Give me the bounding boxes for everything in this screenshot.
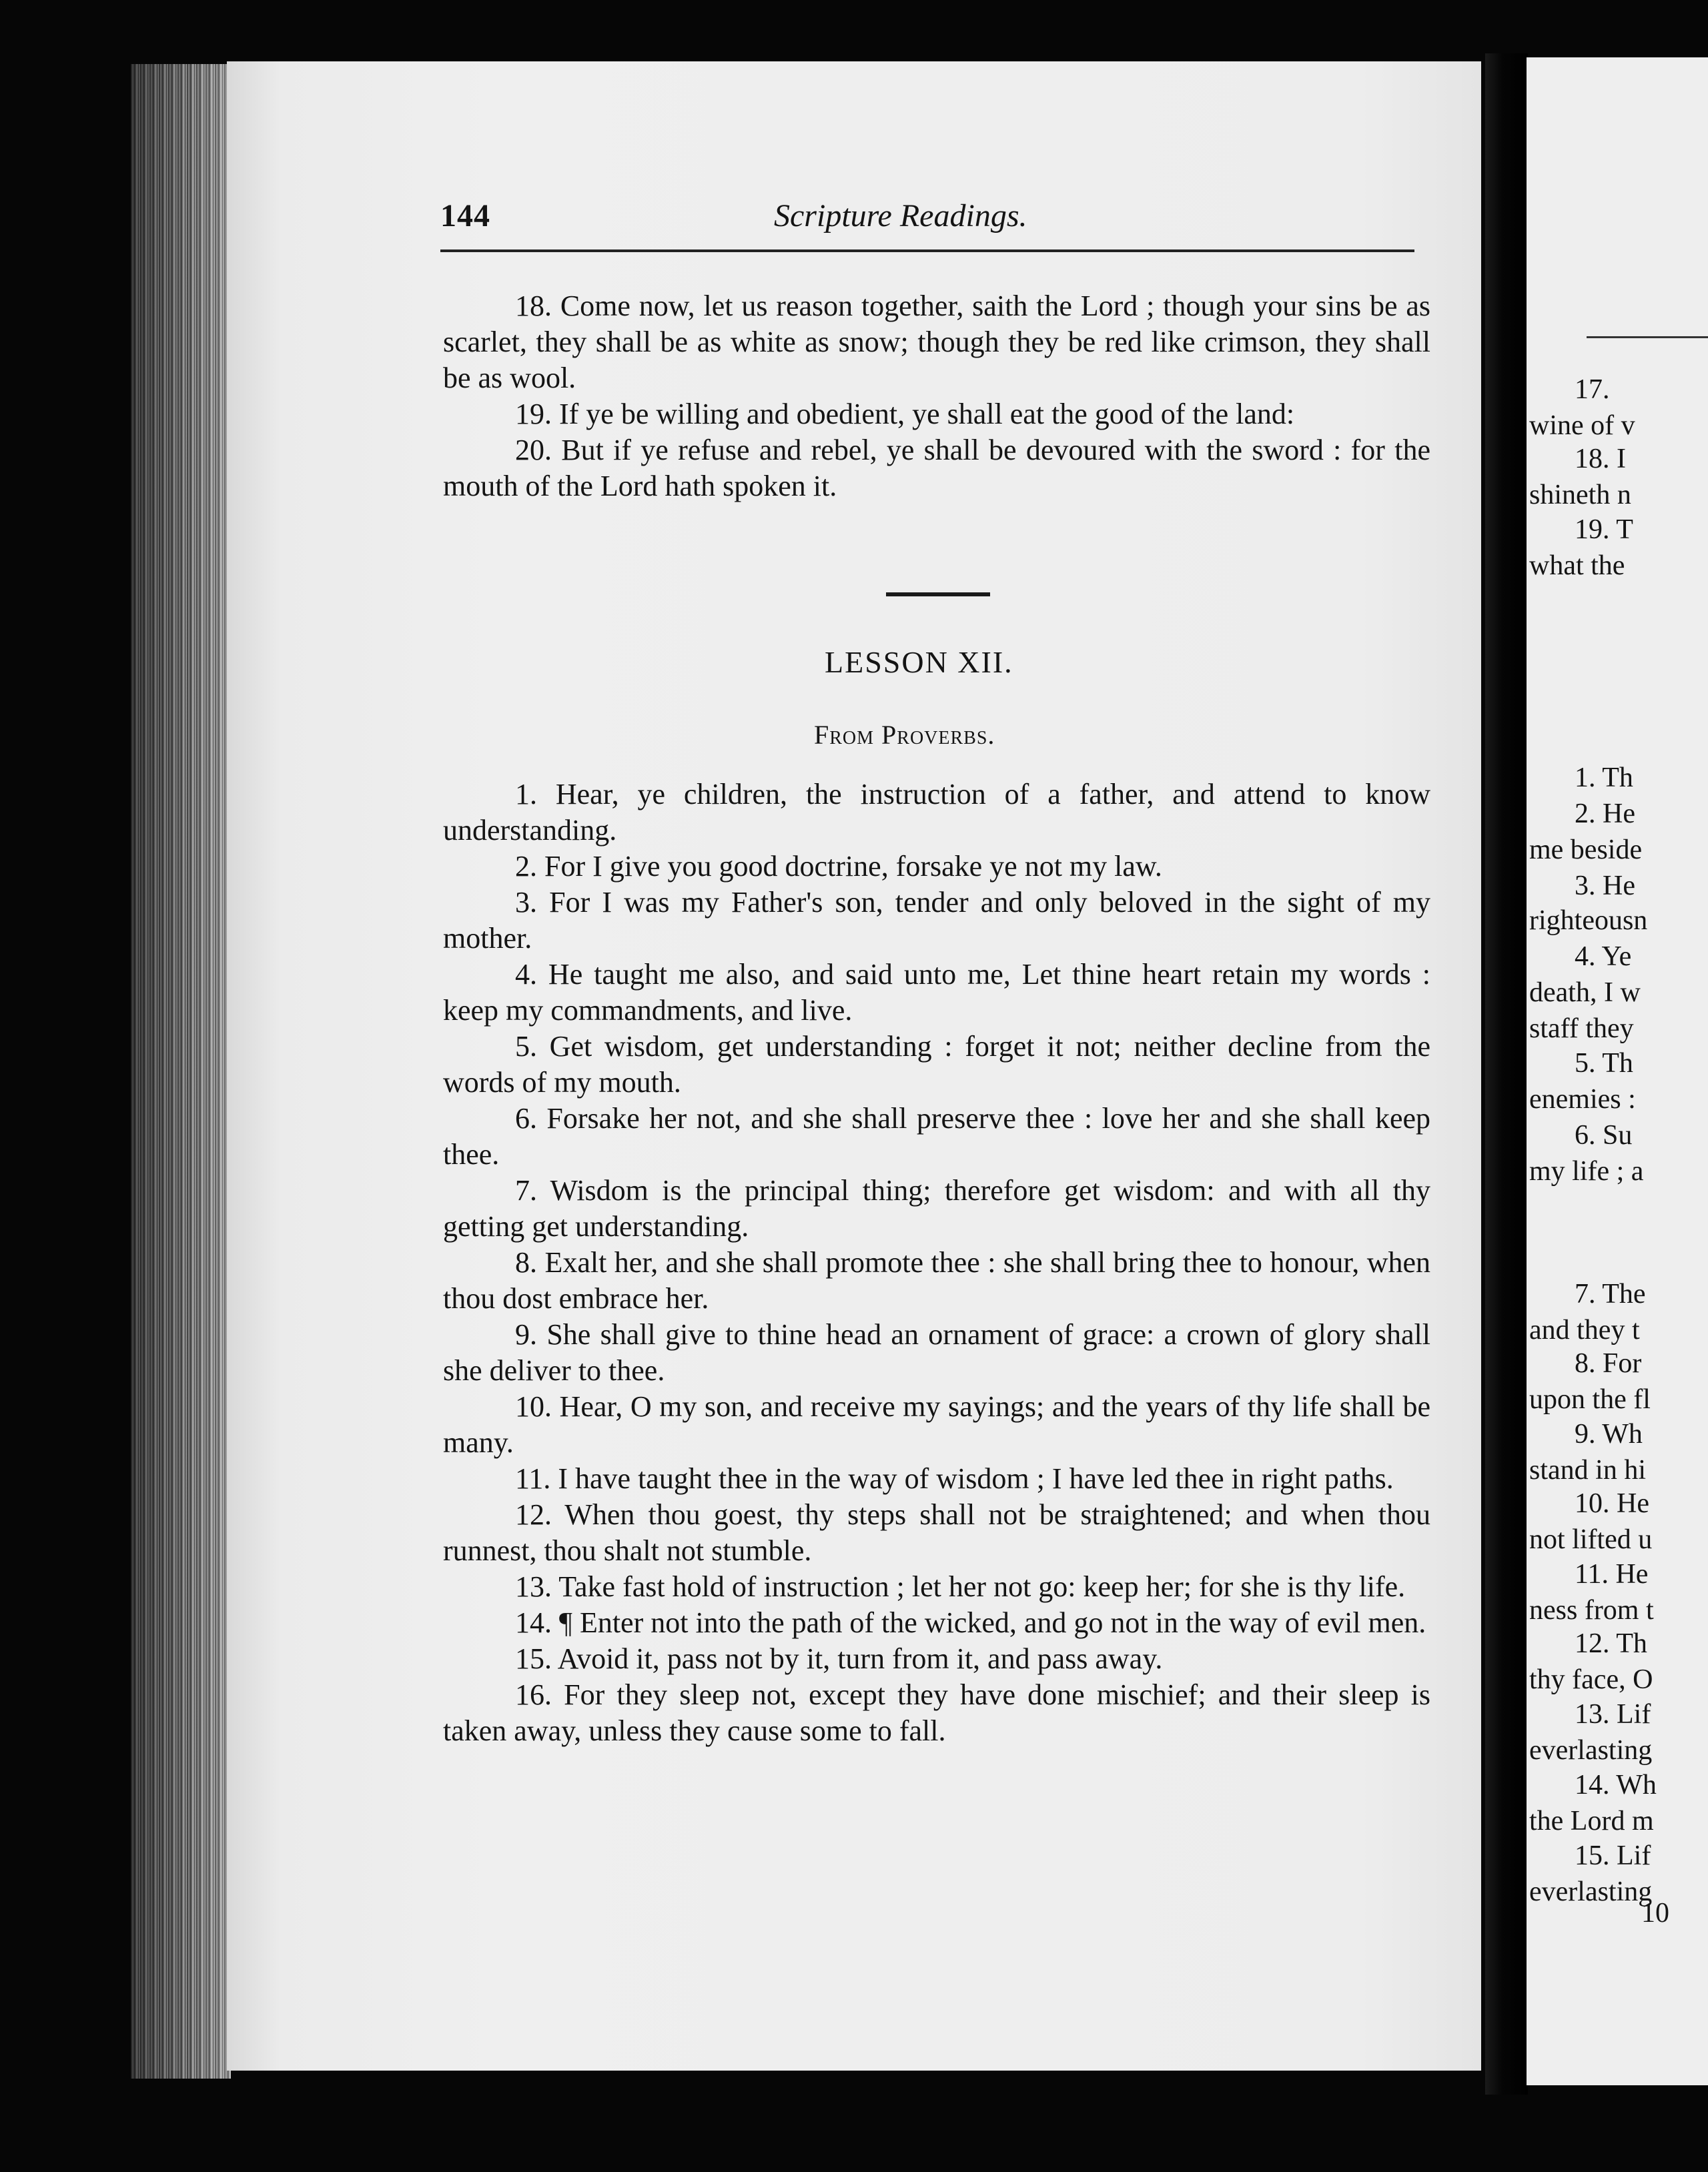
right-page-line: 6. Su (1575, 1120, 1633, 1151)
right-page-line: everlasting (1529, 1735, 1653, 1766)
right-page-line: enemies : (1529, 1084, 1636, 1115)
right-page-line: me beside (1529, 835, 1643, 865)
header-rule (440, 249, 1414, 252)
book-spine (1485, 53, 1528, 2095)
right-page-line: my life ; a (1529, 1156, 1644, 1187)
verse-paragraph: 19. If ye be willing and obedient, ye shall eat the good of the land: (515, 398, 1295, 430)
right-page-line: thy face, O (1529, 1664, 1653, 1695)
right-page-line: 10. He (1575, 1488, 1649, 1519)
page-gutter-edges (131, 64, 231, 2079)
right-page-line: ness from t (1529, 1595, 1654, 1626)
right-page-line: 4. Ye (1575, 941, 1632, 972)
right-page-line: 1. Th (1575, 762, 1633, 793)
right-page-line: shineth n (1529, 480, 1631, 510)
right-page-line: not lifted u (1529, 1524, 1653, 1555)
right-page-line: 8. For (1575, 1348, 1642, 1379)
right-page-line: 2. He (1575, 798, 1635, 829)
verse-paragraph: 13. Take fast hold of instruction ; let her not go: keep her; for she is thy life. (515, 1570, 1406, 1603)
right-page-line: 15. Lif (1575, 1840, 1651, 1871)
lesson-title: LESSON XII. (825, 645, 1013, 679)
signature-mark: 10 (1641, 1898, 1669, 1929)
verse-paragraph: 7. Wisdom is the principal thing; therefore get wisdom: and with all thy getting get understanding. (443, 1174, 1430, 1243)
verse-paragraph: 6. Forsake her not, and she shall preserve thee : love her and she shall keep thee. (443, 1102, 1430, 1171)
verse-paragraph: 18. Come now, let us reason together, saith the Lord ; though your sins be as scarlet, they shall be as white as snow; though they be red like crimson, they shall be as wool. (443, 290, 1430, 394)
right-page-line: 18. I (1575, 444, 1626, 474)
top-verses (443, 288, 1430, 504)
right-page-line: stand in hi (1529, 1455, 1646, 1486)
verse-paragraph: 8. Exalt her, and she shall promote thee : she shall bring thee to honour, when thou dost embrace her. (443, 1246, 1430, 1315)
verse-paragraph: 14. ¶ Enter not into the path of the wicked, and go not in the way of evil men. (515, 1606, 1426, 1639)
right-page-line: righteousn (1529, 905, 1648, 936)
verse-paragraph: 20. But if ye refuse and rebel, ye shall be devoured with the sword : for the mouth of the Lord hath spoken it. (443, 434, 1430, 502)
right-page-line: 3. He (1575, 871, 1635, 901)
verse-paragraph: 4. He taught me also, and said unto me, Let thine heart retain my words : keep my commandments, and live. (443, 958, 1430, 1027)
verse-paragraph: 5. Get wisdom, get understanding : forget it not; neither decline from the words of my mouth. (443, 1030, 1430, 1099)
right-page-line: 17. (1575, 374, 1610, 405)
right-page-line: the Lord m (1529, 1806, 1654, 1836)
right-page-line: 7. The (1575, 1279, 1646, 1309)
right-page-line: staff they (1529, 1013, 1634, 1044)
right-page-line: 13. Lif (1575, 1699, 1651, 1730)
right-page-header-rule (1587, 336, 1708, 338)
right-page-fragment (1527, 57, 1708, 2085)
verse-paragraph: 9. She shall give to thine head an ornament of grace: a crown of glory shall she deliver to thee. (443, 1318, 1430, 1387)
right-page-line: upon the fl (1529, 1384, 1651, 1415)
verse-paragraph: 11. I have taught thee in the way of wisdom ; I have led thee in right paths. (515, 1462, 1394, 1495)
page-header (440, 197, 1414, 251)
right-page-line: everlasting (1529, 1876, 1653, 1907)
lesson-verses (443, 776, 1430, 1749)
verse-paragraph: 12. When thou goest, thy steps shall not be straightened; and when thou runnest, thou shalt not stumble. (443, 1498, 1430, 1567)
verse-paragraph: 2. For I give you good doctrine, forsake ye not my law. (515, 850, 1162, 883)
verse-paragraph: 3. For I was my Father's son, tender and only beloved in the sight of my mother. (443, 886, 1430, 955)
right-page-line: wine of v (1529, 410, 1635, 441)
verse-paragraph: 1. Hear, ye children, the instruction of a father, and attend to know understanding. (443, 778, 1430, 847)
right-page-line: death, I w (1529, 977, 1641, 1008)
right-page-line: 11. He (1575, 1559, 1649, 1590)
verse-paragraph: 10. Hear, O my son, and receive my sayings; and the years of thy life shall be many. (443, 1390, 1430, 1459)
running-title: Scripture Readings. (774, 198, 1027, 233)
right-page-line: 5. Th (1575, 1048, 1633, 1079)
right-page-line: 12. Th (1575, 1628, 1647, 1659)
lesson-subtitle: From Proverbs. (814, 720, 995, 750)
page-number: 144 (440, 198, 490, 233)
right-page-line: 9. Wh (1575, 1419, 1643, 1450)
right-page-line: 19. T (1575, 514, 1633, 545)
verse-paragraph: 15. Avoid it, pass not by it, turn from it, and pass away. (515, 1642, 1163, 1675)
right-page-line: 14. Wh (1575, 1770, 1657, 1800)
right-page-line: what the (1529, 550, 1625, 581)
section-divider (886, 592, 990, 596)
right-page-line: and they t (1529, 1315, 1640, 1345)
verse-paragraph: 16. For they sleep not, except they have done mischief; and their sleep is taken away, unless they cause some to fall. (443, 1678, 1430, 1747)
